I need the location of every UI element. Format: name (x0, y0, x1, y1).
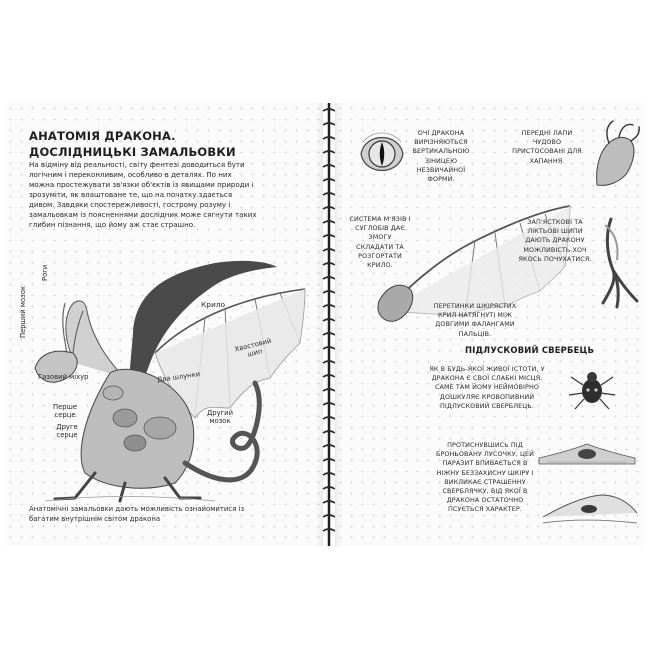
muscles-note: СИСТЕМА М'ЯЗІВ І СУГЛОБІВ ДАЄ ЗМОГУ СКЛАДАТИ ТА РОЗГОРТАТИ КРИЛО. (349, 215, 411, 270)
left-page (5, 103, 323, 546)
hind-leg-illustration (593, 215, 643, 310)
gas-bladder-organ (103, 386, 123, 400)
label-first-heart: Перше серце (52, 403, 77, 419)
label-tail-spike: Хвостовий шип (233, 336, 273, 359)
illustration-caption: Анатомічні замальовки дають можливість ознайомитися із багатим внутрішнім світом дракона (29, 505, 245, 523)
label-horns: Роги (41, 264, 49, 281)
label-two-stomachs: Два шлунки (156, 370, 201, 384)
label-gas-bladder: Газовий міхур (38, 373, 89, 381)
first-heart-organ (113, 409, 137, 427)
intro-text: На відміну від реальності, світу фентезі доводиться бути логічним і переконливим, особливо в деталях. По них можна простежувати зв'язки об'єктів із явищами природи і зрозуміти, як влаштоване те, що на початку здається дивом. Завдяки спостережливості, гострому розуму і замальовкам із поясненнями дослідник може сягнути таких глибин пізнання, що йому аж стає страшно. (29, 160, 257, 229)
second-heart-organ (124, 435, 146, 451)
membranes-note: ПЕРЕТИНКИ ШКІРЯСТИХ КРИЛ НАТЯГНУТІ МІЖ ДОВГИМИ ФАЛАНГАМИ ПАЛЬЦІВ. (433, 302, 517, 338)
notebook-spread (5, 103, 645, 546)
dragon-eye-illustration (357, 118, 407, 188)
parasite-heading: ПІДЛУСКОВИЙ СВЕРБЕЦЬ (465, 345, 595, 355)
knee-spikes-note: ЗАП'ЯСТКОВІ ТА ЛІКТЬОВІ ШИПИ ДАЮТЬ ДРАКОНУ МОЖЛИВІСТЬ ХОЧ ЯКОСЬ ПОЧУХАТИСЯ. (518, 218, 592, 263)
front-paws-note: ПЕРЕДНІ ЛАПИ ЧУДОВО ПРИСТОСОВАНІ ДЛЯ ХАПАННЯ. (512, 129, 582, 165)
parasite-text-1: ЯК В БУДЬ-ЯКОЇ ЖИВОЇ ІСТОТИ, У ДРАКОНА Є СВОЇ СЛАБКІ МІСЦЯ. САМЕ ТАМ ЙОМУ НЕЙМОВІРНО ДОШКУЛЯЄ КРОВОПИВНИЙ ПІДЛУСКОВИЙ СВЕРБЛЕЦЬ. (429, 365, 545, 410)
right-page (335, 103, 645, 546)
scale-closeup-illustration (541, 483, 639, 533)
label-second-brain: Другий мозок (206, 409, 234, 425)
label-wing: Крило (201, 300, 225, 309)
eyes-note: ОЧІ ДРАКОНА ВИРІЗНЯЮТЬСЯ ВЕРТИКАЛЬНОЮ ЗІНИЦЕЮ НЕЗВИЧАЙНОЇ ФОРМИ. (412, 129, 470, 184)
beetle-illustration (567, 365, 617, 413)
page-title: АНАТОМІЯ ДРАКОНА. ДОСЛІДНИЦЬКІ ЗАМАЛЬОВКИ (29, 129, 236, 159)
label-first-brain: Перший мозок (19, 286, 27, 338)
skin-section-illustration (537, 438, 637, 468)
parasite-text-2: ПРОТИСНУВШИСЬ ПІД БРОНЬОВАНУ ЛУСОЧКУ, ЦЕЙ ПАРАЗИТ ВПИВАЄТЬСЯ В НІЖНУ БЕЗЗАХИСНУ ШКІРУ І ВИКЛИКАЄ СТРАШЕННУ СВЕРБЛЯЧКУ, ВІД ЯКОЇ В ДРАКОНА ОСТАТОЧНО ПСУЄТЬСЯ ХАРАКТЕР. (435, 441, 535, 514)
label-second-heart: Друге серце (56, 423, 78, 439)
stomachs-organ (144, 417, 176, 439)
front-paw-illustration (587, 115, 642, 190)
